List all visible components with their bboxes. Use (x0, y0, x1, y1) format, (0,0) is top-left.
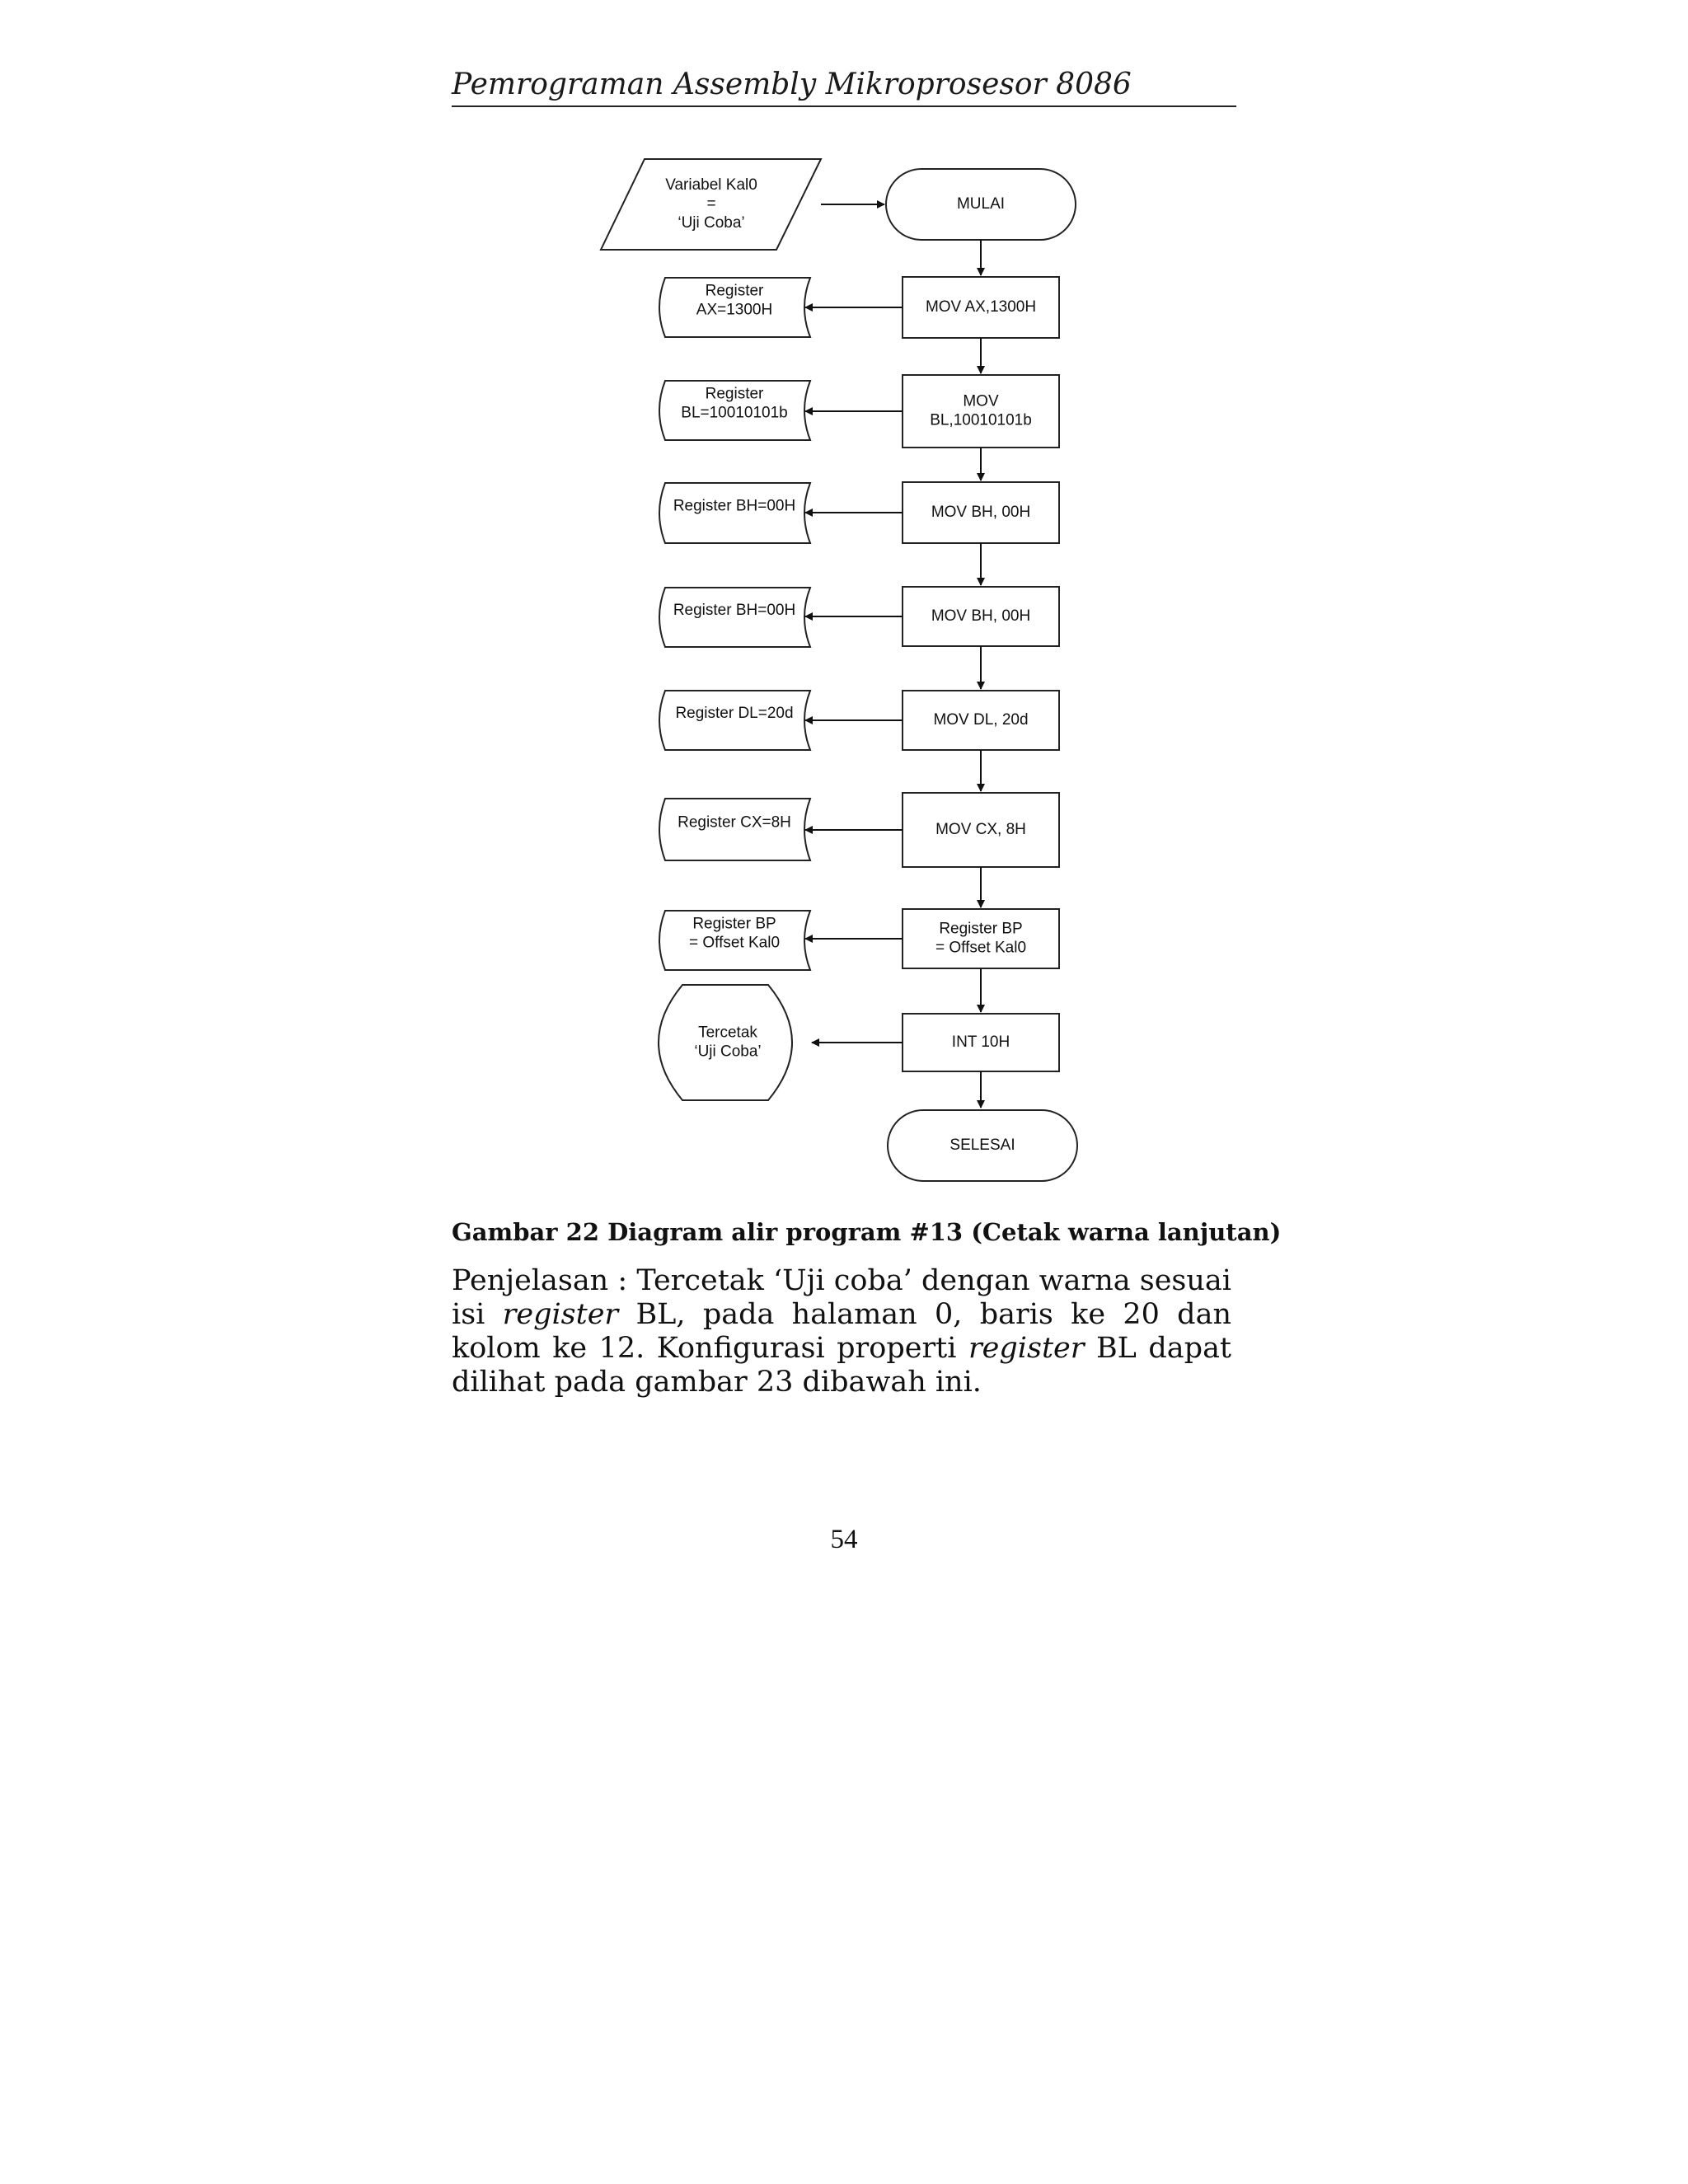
running-header: Pemrograman Assembly Mikroprosesor 8086 (452, 66, 1236, 107)
start-label-line-1: MULAI (956, 195, 1006, 213)
output-register-2-label-line-1: Register (705, 385, 764, 403)
output-register-7-label-line-1: Register BP (692, 915, 776, 933)
process-step-2-label-line-2: BL,10010101b (930, 411, 1032, 429)
process-step-7-label-line-2: = Offset Kal0 (935, 939, 1027, 957)
output-register-3-label-line-1: Register BH=00H (673, 497, 796, 515)
process-step-5-label-line-1: MOV DL, 20d (933, 711, 1029, 729)
output-register-1-label-line-2: AX=1300H (696, 301, 773, 319)
input-variable-label-line-3: ‘Uji Coba’ (678, 214, 745, 232)
paragraph-text-3: BL dapat dilihat pada gambar 23 dibawah ini. (452, 1332, 1231, 1399)
input-variable-label-line-1: Variabel Kal0 (665, 176, 757, 194)
output-register-1-label-line-1: Register (705, 282, 764, 300)
process-step-2-label-line-1: MOV (963, 392, 999, 410)
explanation-paragraph (452, 1264, 1231, 1399)
paragraph-text-1: Penjelasan : Tercetak ‘Uji coba’ dengan warna sesuai isi (452, 1264, 1231, 1331)
paragraph-text-2: BL, pada halaman 0, baris ke 20 dan kolom ke 12. Konfigurasi properti (452, 1298, 1231, 1365)
output-register-4-label-line-1: Register BH=00H (673, 602, 796, 620)
display-output-label-line-1: Tercetak (698, 1024, 757, 1042)
figure-caption: Gambar 22 Diagram alir program #13 (Cetak warna lanjutan) (452, 1218, 1282, 1246)
end-label-line-1: SELESAI (950, 1137, 1015, 1155)
output-register-6-label-line-1: Register CX=8H (678, 813, 791, 832)
display-output-label-line-2: ‘Uji Coba’ (694, 1043, 762, 1061)
output-register-7-label-line-2: = Offset Kal0 (688, 934, 781, 952)
process-step-7-label-line-1: Register BP (939, 920, 1023, 938)
output-register-2-label-line-2: BL=10010101b (681, 404, 788, 422)
output-register-5-label-line-1: Register DL=20d (675, 705, 794, 723)
process-step-3-label-line-1: MOV BH, 00H (931, 504, 1031, 522)
process-step-1-label-line-1: MOV AX,1300H (925, 298, 1037, 316)
paragraph-emphasis-1: register (502, 1298, 619, 1331)
process-step-8-label-line-1: INT 10H (951, 1033, 1010, 1052)
process-step-4-label-line-1: MOV BH, 00H (931, 607, 1031, 626)
page-number: 54 (830, 1525, 858, 1554)
input-variable-label-line-2: = (706, 195, 716, 213)
paragraph-emphasis-2: register (968, 1332, 1085, 1365)
process-step-6-label-line-1: MOV CX, 8H (935, 821, 1026, 839)
